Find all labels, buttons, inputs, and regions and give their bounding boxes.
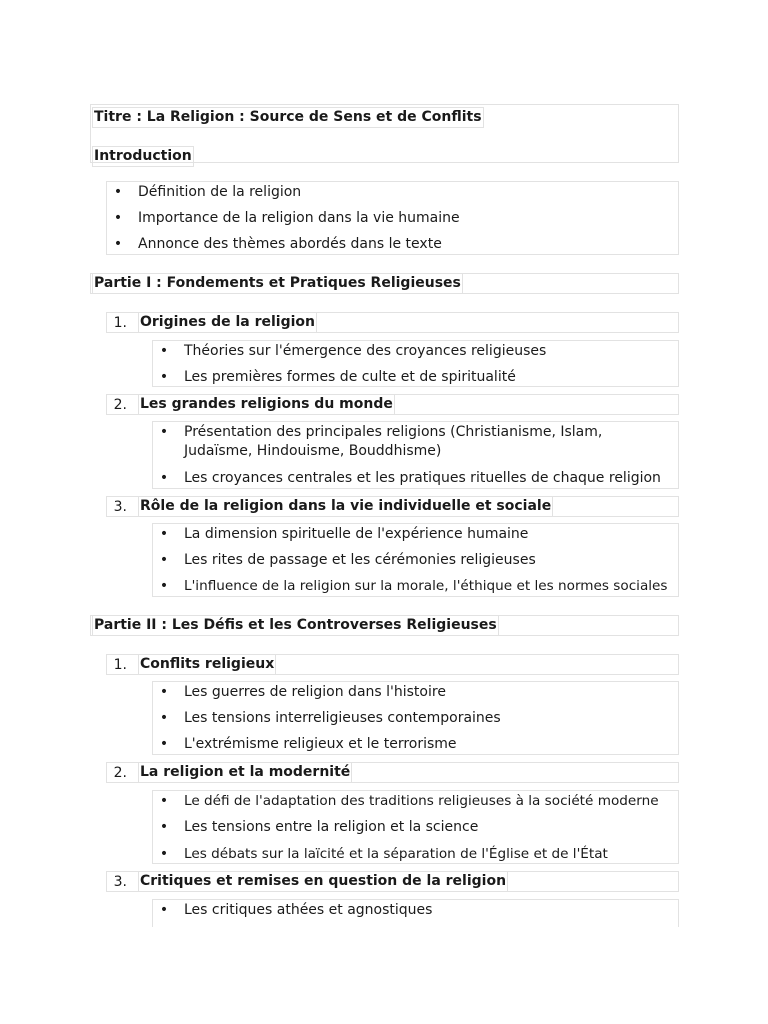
introduction-heading: Introduction [92,146,194,167]
section-title: Conflits religieux [140,656,275,672]
section-title: Origines de la religion [140,314,316,330]
section-header: 1. Conflits religieux [106,654,679,675]
document-title: Titre : La Religion : Source de Sens et de Conflits [92,107,484,128]
section-header: 2. La religion et la modernité [106,762,679,783]
section-header: 3. Rôle de la religion dans la vie individuelle et sociale [106,496,679,517]
section-title: La religion et la modernité [140,764,351,780]
intro-list: • Définition de la religion • Importance de la religion dans la vie humaine • Annonce des thèmes abordés dans le texte [106,181,679,255]
section-title: Rôle de la religion dans la vie individuelle et sociale [140,498,552,514]
part2-heading: Partie II : Les Défis et les Controverses Religieuses [94,617,497,633]
part2-heading-box [90,615,679,636]
part1-heading-box [90,273,679,294]
section-header: 3. Critiques et remises en question de la religion [106,871,679,892]
section-list: • Les critiques athées et agnostiques [152,899,679,927]
section-list: • La dimension spirituelle de l'expérience humaine • Les rites de passage et les cérémonies religieuses • L'influence de la religion sur la morale, l'éthique et les normes sociales [152,523,679,597]
section-title: Les grandes religions du monde [140,396,393,412]
section-title: Critiques et remises en question de la religion [140,873,507,889]
title-block [90,104,679,163]
section-list: • Présentation des principales religions (Christianisme, Islam, Judaïsme, Hindouisme, Bouddhisme) • Les croyances centrales et les pratiques rituelles de chaque religion [152,421,679,489]
section-list: • Le défi de l'adaptation des traditions religieuses à la société moderne • Les tensions entre la religion et la science • Les débats sur la laïcité et la séparation de l'Église et de l'État [152,790,679,864]
section-list: • Théories sur l'émergence des croyances religieuses • Les premières formes de culte et de spiritualité [152,340,679,387]
section-header: 1. Origines de la religion [106,312,679,333]
section-list: • Les guerres de religion dans l'histoire • Les tensions interreligieuses contemporaines • L'extrémisme religieux et le terrorisme [152,681,679,755]
section-header: 2. Les grandes religions du monde [106,394,679,415]
part1-heading: Partie I : Fondements et Pratiques Religieuses [94,275,461,291]
